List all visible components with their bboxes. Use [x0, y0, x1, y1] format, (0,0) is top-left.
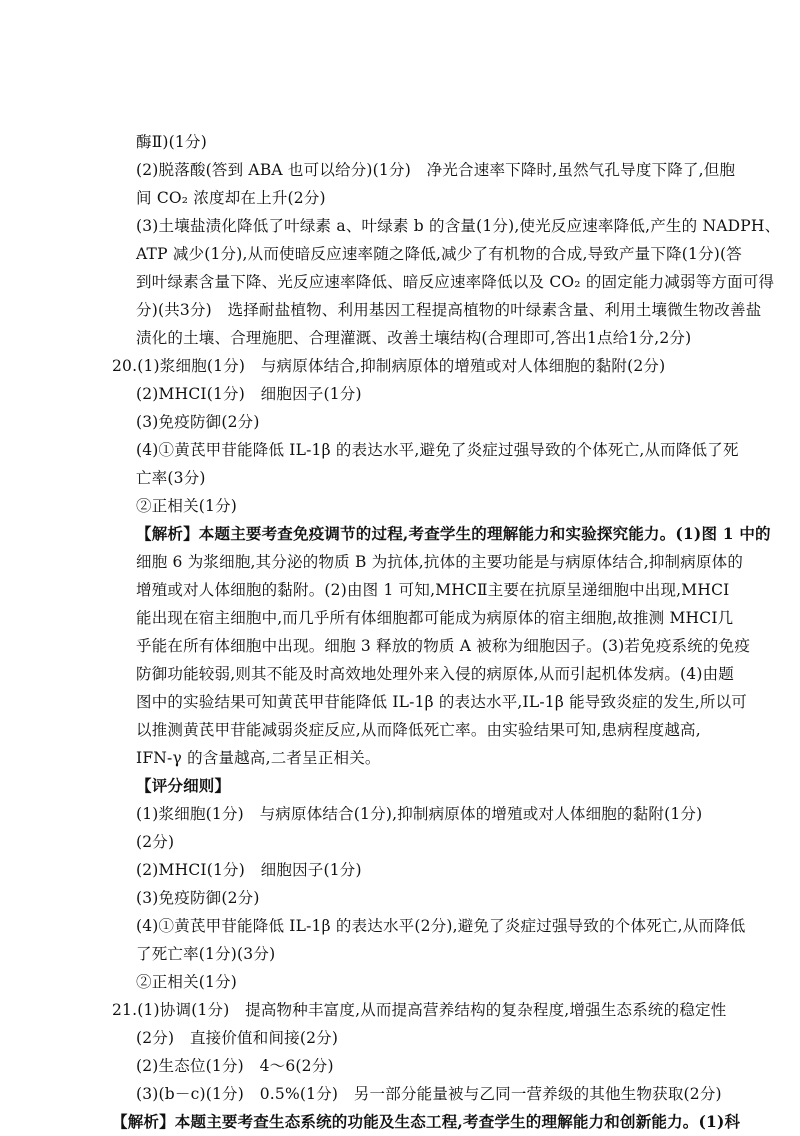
text-line: 了死亡率(1分)(3分): [136, 945, 276, 963]
text-line: 增殖或对人体细胞的黏附。(2)由图 1 可知,MHCⅡ主要在抗原呈递细胞中出现,MHCⅠ: [136, 581, 730, 599]
analysis-heading-20: 【解析】本题主要考查免疫调节的过程,考查学生的理解能力和实验探究能力。(1)图 1 中的: [136, 524, 771, 543]
text-line: (2分) 直接价值和间接(2分): [136, 1029, 339, 1047]
text-line: (4)①黄芪甲苷能降低 IL-1β 的表达水平(2分),避免了炎症过强导致的个体死亡,从而降低: [136, 917, 746, 935]
text-line: 到叶绿素含量下降、光反应速率降低、暗反应速率降低以及 CO₂ 的固定能力减弱等方面可得: [136, 273, 775, 291]
text-line: (2)MHCⅠ(1分) 细胞因子(1分): [136, 861, 362, 879]
text-line: (3)土壤盐渍化降低了叶绿素 a、叶绿素 b 的含量(1分),使光反应速率降低,产生的 NADPH、: [136, 217, 781, 235]
text-line: 乎能在所有体细胞中出现。细胞 3 释放的物质 A 被称为细胞因子。(3)若免疫系统的免疫: [136, 637, 751, 655]
text-line: IFN-γ 的含量越高,二者呈正相关。: [136, 749, 381, 767]
text-line: 分)(共3分) 选择耐盐植物、利用基因工程提高植物的叶绿素含量、利用土壤微生物改善盐: [136, 301, 762, 319]
question-21-heading: 21.(1)协调(1分) 提高物种丰富度,从而提高营养结构的复杂程度,增强生态系统的稳定性: [112, 1001, 727, 1019]
question-20-heading: 20.(1)浆细胞(1分) 与病原体结合,抑制病原体的增殖或对人体细胞的黏附(2分): [112, 357, 666, 375]
text-line: (3)(b－c)(1分) 0.5%(1分) 另一部分能量被与乙同一营养级的其他生物获取(2分): [136, 1085, 722, 1103]
text-line: 亡率(3分): [136, 469, 206, 487]
analysis-heading-21: 【解析】本题主要考查生态系统的功能及生态工程,考查学生的理解能力和创新能力。(1)科: [112, 1112, 741, 1131]
text-line: 间 CO₂ 浓度却在上升(2分): [136, 189, 326, 207]
text-line: (1)浆细胞(1分) 与病原体结合(1分),抑制病原体的增殖或对人体细胞的黏附(1分): [136, 805, 703, 823]
text-line: 防御功能较弱,则其不能及时高效地处理外来入侵的病原体,从而引起机体发病。(4)由题: [136, 665, 735, 683]
text-line: 以推测黄芪甲苷能减弱炎症反应,从而降低死亡率。由实验结果可知,患病程度越高,: [136, 721, 701, 739]
text-line: (2)MHCⅠ(1分) 细胞因子(1分): [136, 385, 362, 403]
text-line: 渍化的土壤、合理施肥、合理灌溉、改善土壤结构(合理即可,答出1点给1分,2分): [136, 329, 692, 347]
text-line: (3)免疫防御(2分): [136, 889, 260, 907]
text-line: 细胞 6 为浆细胞,其分泌的物质 B 为抗体,抗体的主要功能是与病原体结合,抑制病原体的: [136, 553, 744, 571]
text-line: ATP 减少(1分),从而使暗反应速率随之降低,减少了有机物的合成,导致产量下降(1分)(答: [136, 245, 742, 263]
text-line: (2)脱落酸(答到 ABA 也可以给分)(1分) 净光合速率下降时,虽然气孔导度下降了,但胞: [136, 161, 736, 179]
text-line: ②正相关(1分): [136, 973, 238, 991]
text-line: 酶Ⅱ)(1分): [136, 133, 207, 151]
text-line: ②正相关(1分): [136, 497, 238, 515]
text-line: (3)免疫防御(2分): [136, 413, 260, 431]
text-line: (2分): [136, 833, 175, 851]
text-line: (2)生态位(1分) 4～6(2分): [136, 1057, 334, 1075]
text-line: 图中的实验结果可知黄芪甲苷能降低 IL-1β 的表达水平,IL-1β 能导致炎症的发生,所以可: [136, 693, 747, 711]
scoring-details-heading: 【评分细则】: [136, 776, 231, 795]
text-line: (4)①黄芪甲苷能降低 IL-1β 的表达水平,避免了炎症过强导致的个体死亡,从而降低了死: [136, 441, 739, 459]
text-line: 能出现在宿主细胞中,而几乎所有体细胞都可能成为病原体的宿主细胞,故推测 MHCⅠ几: [136, 609, 734, 627]
